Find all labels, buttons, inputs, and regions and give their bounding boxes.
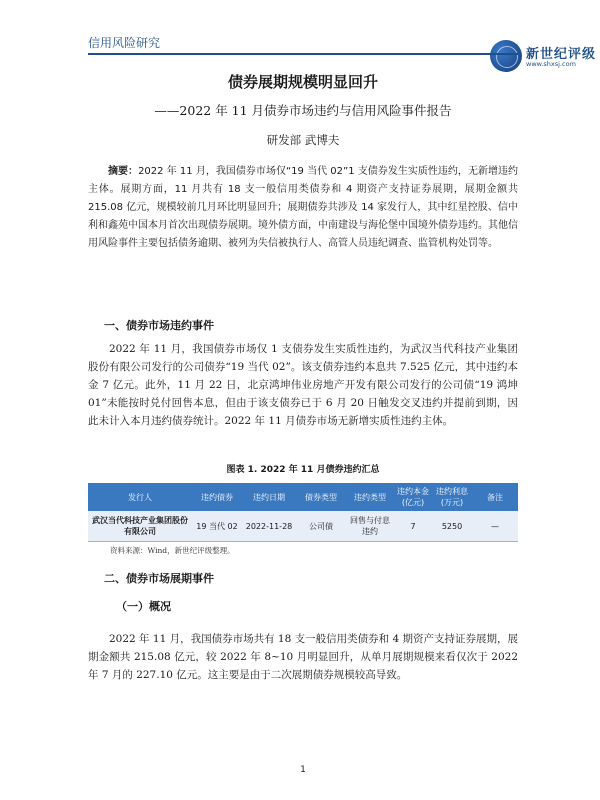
cell-remarks: — [472, 511, 518, 542]
cell-bond-type: 公司债 [296, 511, 346, 542]
section-heading-violations: 一、债券市场违约事件 [104, 319, 214, 332]
abstract [88, 163, 518, 253]
globe-icon [490, 40, 522, 72]
page-number: 1 [300, 765, 306, 775]
cell-date: 2022-11-28 [242, 511, 296, 542]
author-line: 研发部 武博夫 [266, 133, 340, 147]
subsection-heading-overview: （一）概况 [116, 600, 171, 613]
document-subtitle: ——2022 年 11 月债券市场违约与信用风险事件报告 [154, 103, 452, 118]
page-header [88, 30, 597, 68]
abstract-text: 2022 年 11 月，我国债券市场仅“19 当代 02”1 支债券发生实质性违约，无新增违约主体。展期方面，11 月共有 18 支一般信用类债券和 4 期资产支持证券展期，展期金额共 215.08 亿元，规模较前几月环比明显回升；展期债券共涉及 14 家发行人，其中红星控股、信中利和鑫苑中国本月首次出现债券展期。境外债方面，中南建设与海伦堡中国境外债券违约。其他信用风险事件主要包括债务逾期、被列为失信被执行人、高管人员违纪调查、监管机构处罚等。 [88, 166, 519, 249]
header-bond: 违约债券 [192, 483, 242, 511]
header-bond-type: 债券类型 [296, 483, 346, 511]
cell-bond: 19 当代 02 [192, 511, 242, 542]
cell-issuer: 武汉当代科技产业集团股份有限公司 [88, 511, 192, 542]
violations-table [88, 483, 518, 542]
table-header-row [88, 483, 518, 511]
header-principal: 违约本金(亿元) [394, 483, 432, 511]
header-divider [88, 53, 518, 55]
logo-url: www.shxsj.com [526, 60, 576, 68]
header-section-title: 信用风险研究 [88, 36, 161, 50]
document-title: 债券展期规模明显回升 [227, 73, 378, 91]
cell-interest: 5250 [432, 511, 472, 542]
table-row [88, 511, 518, 542]
cell-default-type: 回售与付息违约 [346, 511, 394, 542]
table-caption: 图表 1. 2022 年 11 月债券违约汇总 [226, 465, 380, 475]
header-issuer: 发行人 [88, 483, 192, 511]
section-paragraph-extensions: 2022 年 11 月，我国债券市场共有 18 支一般信用类债券和 4 期资产支持证券展期，展期金额共 215.08 亿元，较 2022 年 8~10 月明显回升，从单月展期规模来看仅次于 2022 年 7 月的 227.10 亿元。这主要是由于二次展期债券规模较高导致。 [88, 633, 518, 681]
header-interest: 违约利息(万元) [432, 483, 472, 511]
header-default-type: 违约类型 [346, 483, 394, 511]
table-source-note: 资料来源：Wind，新世纪评级整理。 [110, 546, 235, 555]
logo-name: 新世纪评级 [526, 47, 597, 62]
cell-principal: 7 [394, 511, 432, 542]
section-paragraph-violations: 2022 年 11 月，我国债券市场仅 1 支债券发生实质性违约，为武汉当代科技产业集团股份有限公司发行的公司债券“19 当代 02”。该支债券违约本息共 7.525 亿元，其中违约本金 7 亿元。此外，11 月 22 日，北京鸿坤伟业房地产开发有限公司发行的公司债“19 鸿坤 01”未能按时兑付回售本息，但由于该支债券已于 6 月 20 日触发交叉违约并提前到期，因此未计入本月违约债券统计。2022 年 11 月债券市场无新增实质性违约主体。 [88, 343, 518, 427]
section-heading-extensions: 二、债券市场展期事件 [104, 572, 214, 585]
abstract-label: 摘要： [108, 166, 139, 177]
header-remarks: 备注 [472, 483, 518, 511]
header-date: 违约日期 [242, 483, 296, 511]
